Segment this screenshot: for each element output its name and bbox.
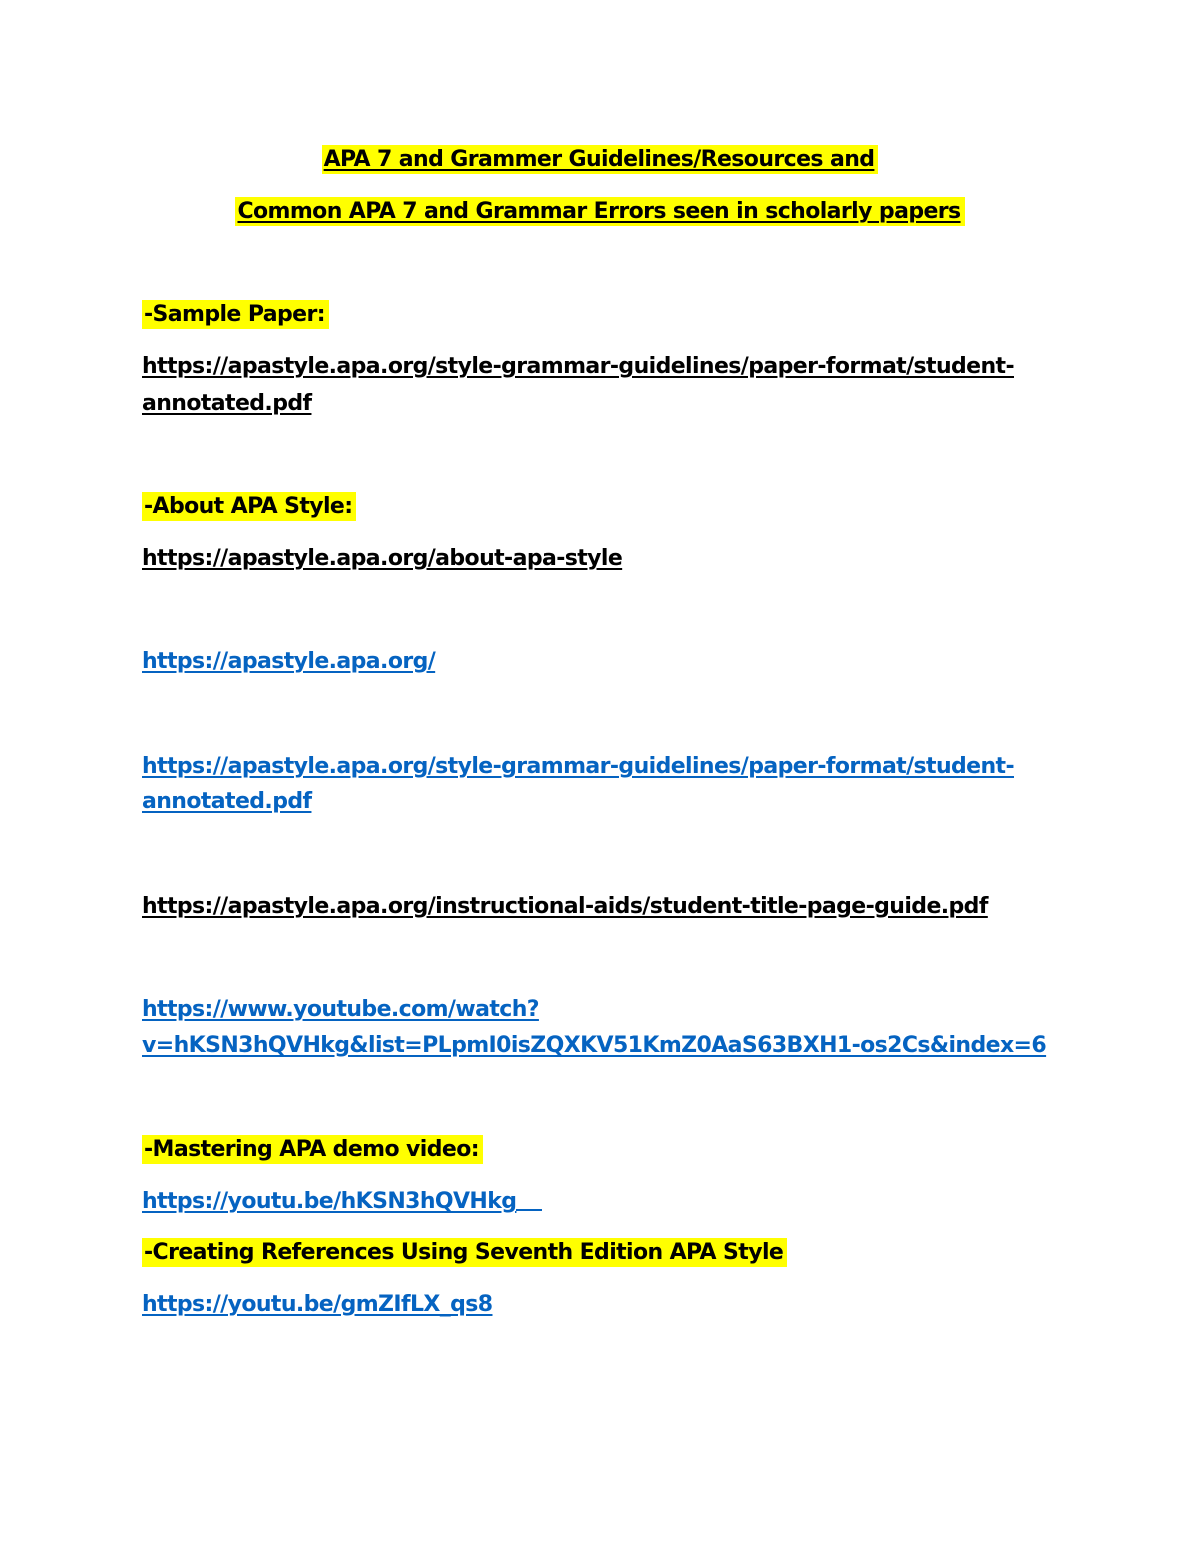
about-apa-link[interactable]: https://apastyle.apa.org/about-apa-style <box>142 546 623 571</box>
apastyle-home-link[interactable]: https://apastyle.apa.org/ <box>142 649 436 674</box>
sample-paper-url-line-1 <box>142 352 1014 382</box>
creating-references-label-line <box>142 1238 787 1268</box>
title-heading-1: APA 7 and Grammer Guidelines/Resources and <box>322 145 879 174</box>
about-apa-label: -About APA Style: <box>142 492 356 521</box>
sample-paper-label-line <box>142 300 329 330</box>
creating-references-url-line <box>142 1290 492 1320</box>
title-line-1 <box>0 145 1200 175</box>
mastering-apa-label-line <box>142 1135 483 1165</box>
creating-references-label: -Creating References Using Seventh Edition APA Style <box>142 1238 787 1267</box>
title-heading-2: Common APA 7 and Grammar Errors seen in scholarly papers <box>235 197 964 226</box>
sample-paper-link[interactable]: https://apastyle.apa.org/style-grammar-guidelines/paper-format/student- <box>142 354 1014 379</box>
sample-paper-url-line-2 <box>142 389 311 419</box>
student-annotated-link-continued[interactable]: annotated.pdf <box>142 789 312 814</box>
student-annotated-url-line-2 <box>142 787 311 817</box>
sample-paper-label: -Sample Paper: <box>142 300 329 329</box>
sample-paper-link-continued[interactable]: annotated.pdf <box>142 391 312 416</box>
student-annotated-url-line-1 <box>142 752 1014 782</box>
mastering-apa-link[interactable]: https://youtu.be/hKSN3hQVHkg <box>142 1189 517 1214</box>
youtube-playlist-link-continued[interactable]: v=hKSN3hQVHkg&list=PLpmI0isZQXKV51KmZ0AaS63BXH1-os2Cs&index=6 <box>142 1033 1047 1058</box>
title-line-2 <box>0 197 1200 227</box>
about-apa-url-line <box>142 544 622 574</box>
title-page-guide-url-line <box>142 892 988 922</box>
youtube-playlist-link[interactable]: https://www.youtube.com/watch? <box>142 997 539 1022</box>
mastering-apa-url-line <box>142 1187 542 1217</box>
title-page-guide-link[interactable]: https://apastyle.apa.org/instructional-aids/student-title-page-guide.pdf <box>142 894 988 919</box>
mastering-apa-label: -Mastering APA demo video: <box>142 1135 483 1164</box>
student-annotated-link[interactable]: https://apastyle.apa.org/style-grammar-guidelines/paper-format/student- <box>142 754 1014 779</box>
apastyle-home-url-line <box>142 647 435 677</box>
link-trailing-underline <box>516 1187 542 1211</box>
youtube-url-line-1 <box>142 995 539 1025</box>
youtube-url-line-2 <box>142 1031 1046 1061</box>
about-apa-label-line <box>142 492 356 522</box>
creating-references-link[interactable]: https://youtu.be/gmZIfLX_qs8 <box>142 1292 493 1317</box>
